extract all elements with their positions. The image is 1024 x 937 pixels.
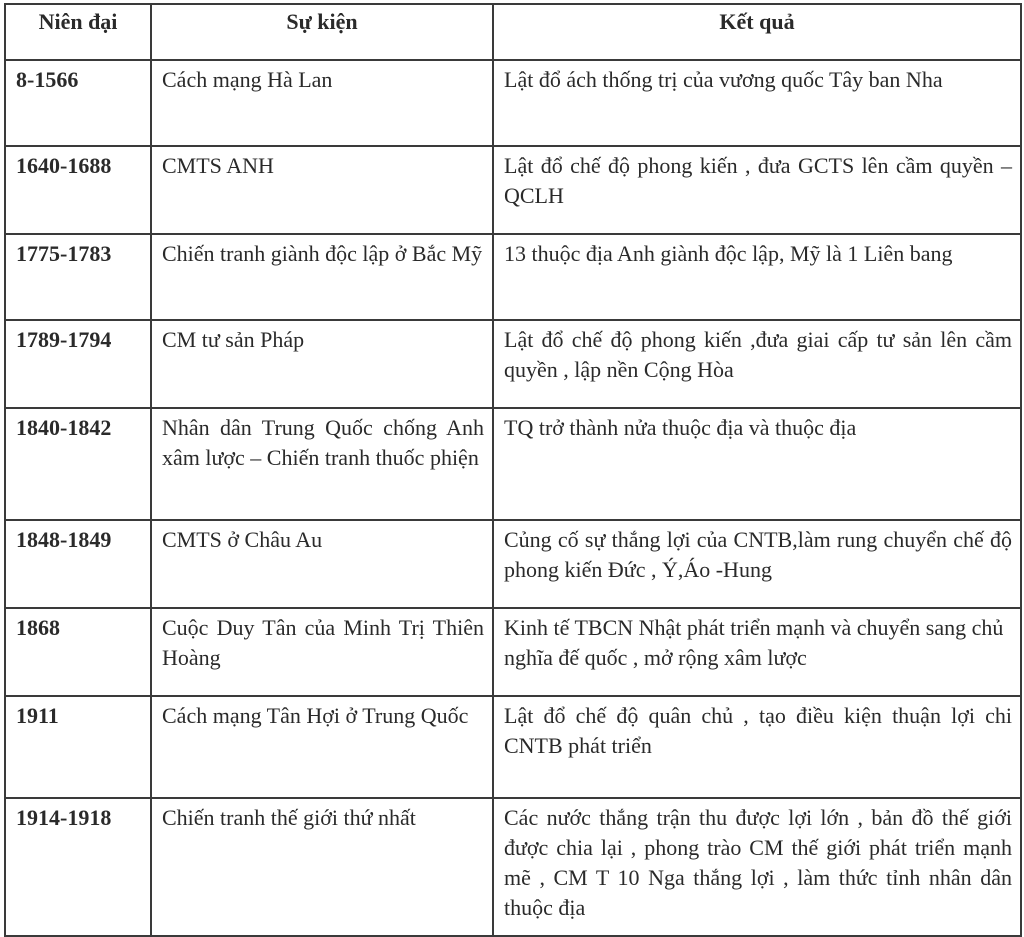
table-row <box>5 146 1021 234</box>
result-cell: Lật đổ ách thống trị của vương quốc Tây ban Nha <box>493 60 1021 146</box>
year-cell: 1868 <box>5 608 151 696</box>
event-cell: Chiến tranh giành độc lập ở Bắc Mỹ <box>151 234 493 320</box>
result-cell: Các nước thắng trận thu được lợi lớn , bản đồ thế giới được chia lại , phong trào CM thế giới phát triển mạnh mẽ , CM T 10 Nga thắng lợi , làm thức tỉnh nhân dân thuộc địa <box>493 798 1021 936</box>
event-cell: Cách mạng Tân Hợi ở Trung Quốc <box>151 696 493 798</box>
year-cell: 1775-1783 <box>5 234 151 320</box>
year-cell: 8-1566 <box>5 60 151 146</box>
year-cell: 1840-1842 <box>5 408 151 520</box>
history-events-table <box>4 3 1022 937</box>
result-cell: Lật đổ chế độ quân chủ , tạo điều kiện thuận lợi chi CNTB phát triển <box>493 696 1021 798</box>
result-cell: Củng cố sự thắng lợi của CNTB,làm rung chuyển chế độ phong kiến Đức , Ý,Áo -Hung <box>493 520 1021 608</box>
header-year: Niên đại <box>5 4 151 60</box>
header-event: Sự kiện <box>151 4 493 60</box>
table-row <box>5 320 1021 408</box>
table-row <box>5 608 1021 696</box>
year-cell: 1640-1688 <box>5 146 151 234</box>
year-cell: 1848-1849 <box>5 520 151 608</box>
table-row <box>5 234 1021 320</box>
event-cell: Cách mạng Hà Lan <box>151 60 493 146</box>
result-cell: TQ trở thành nửa thuộc địa và thuộc địa <box>493 408 1021 520</box>
history-table-container <box>4 3 1020 937</box>
table-row <box>5 408 1021 520</box>
table-header-row <box>5 4 1021 60</box>
year-cell: 1914-1918 <box>5 798 151 936</box>
event-cell: CM tư sản Pháp <box>151 320 493 408</box>
event-cell: CMTS ở Châu Au <box>151 520 493 608</box>
event-cell: CMTS ANH <box>151 146 493 234</box>
table-row <box>5 520 1021 608</box>
event-cell: Cuộc Duy Tân của Minh Trị Thiên Hoàng <box>151 608 493 696</box>
result-cell: Lật đổ chế độ phong kiến , đưa GCTS lên cầm quyền –QCLH <box>493 146 1021 234</box>
year-cell: 1789-1794 <box>5 320 151 408</box>
year-cell: 1911 <box>5 696 151 798</box>
table-row <box>5 696 1021 798</box>
event-cell: Chiến tranh thế giới thứ nhất <box>151 798 493 936</box>
result-cell: Lật đổ chế độ phong kiến ,đưa giai cấp tư sản lên cầm quyền , lập nền Cộng Hòa <box>493 320 1021 408</box>
event-cell: Nhân dân Trung Quốc chống Anh xâm lược – Chiến tranh thuốc phiện <box>151 408 493 520</box>
table-row <box>5 60 1021 146</box>
table-row <box>5 798 1021 936</box>
header-result: Kết quả <box>493 4 1021 60</box>
result-cell: Kinh tế TBCN Nhật phát triển mạnh và chuyển sang chủ nghĩa đế quốc , mở rộng xâm lược <box>493 608 1021 696</box>
result-cell: 13 thuộc địa Anh giành độc lập, Mỹ là 1 Liên bang <box>493 234 1021 320</box>
